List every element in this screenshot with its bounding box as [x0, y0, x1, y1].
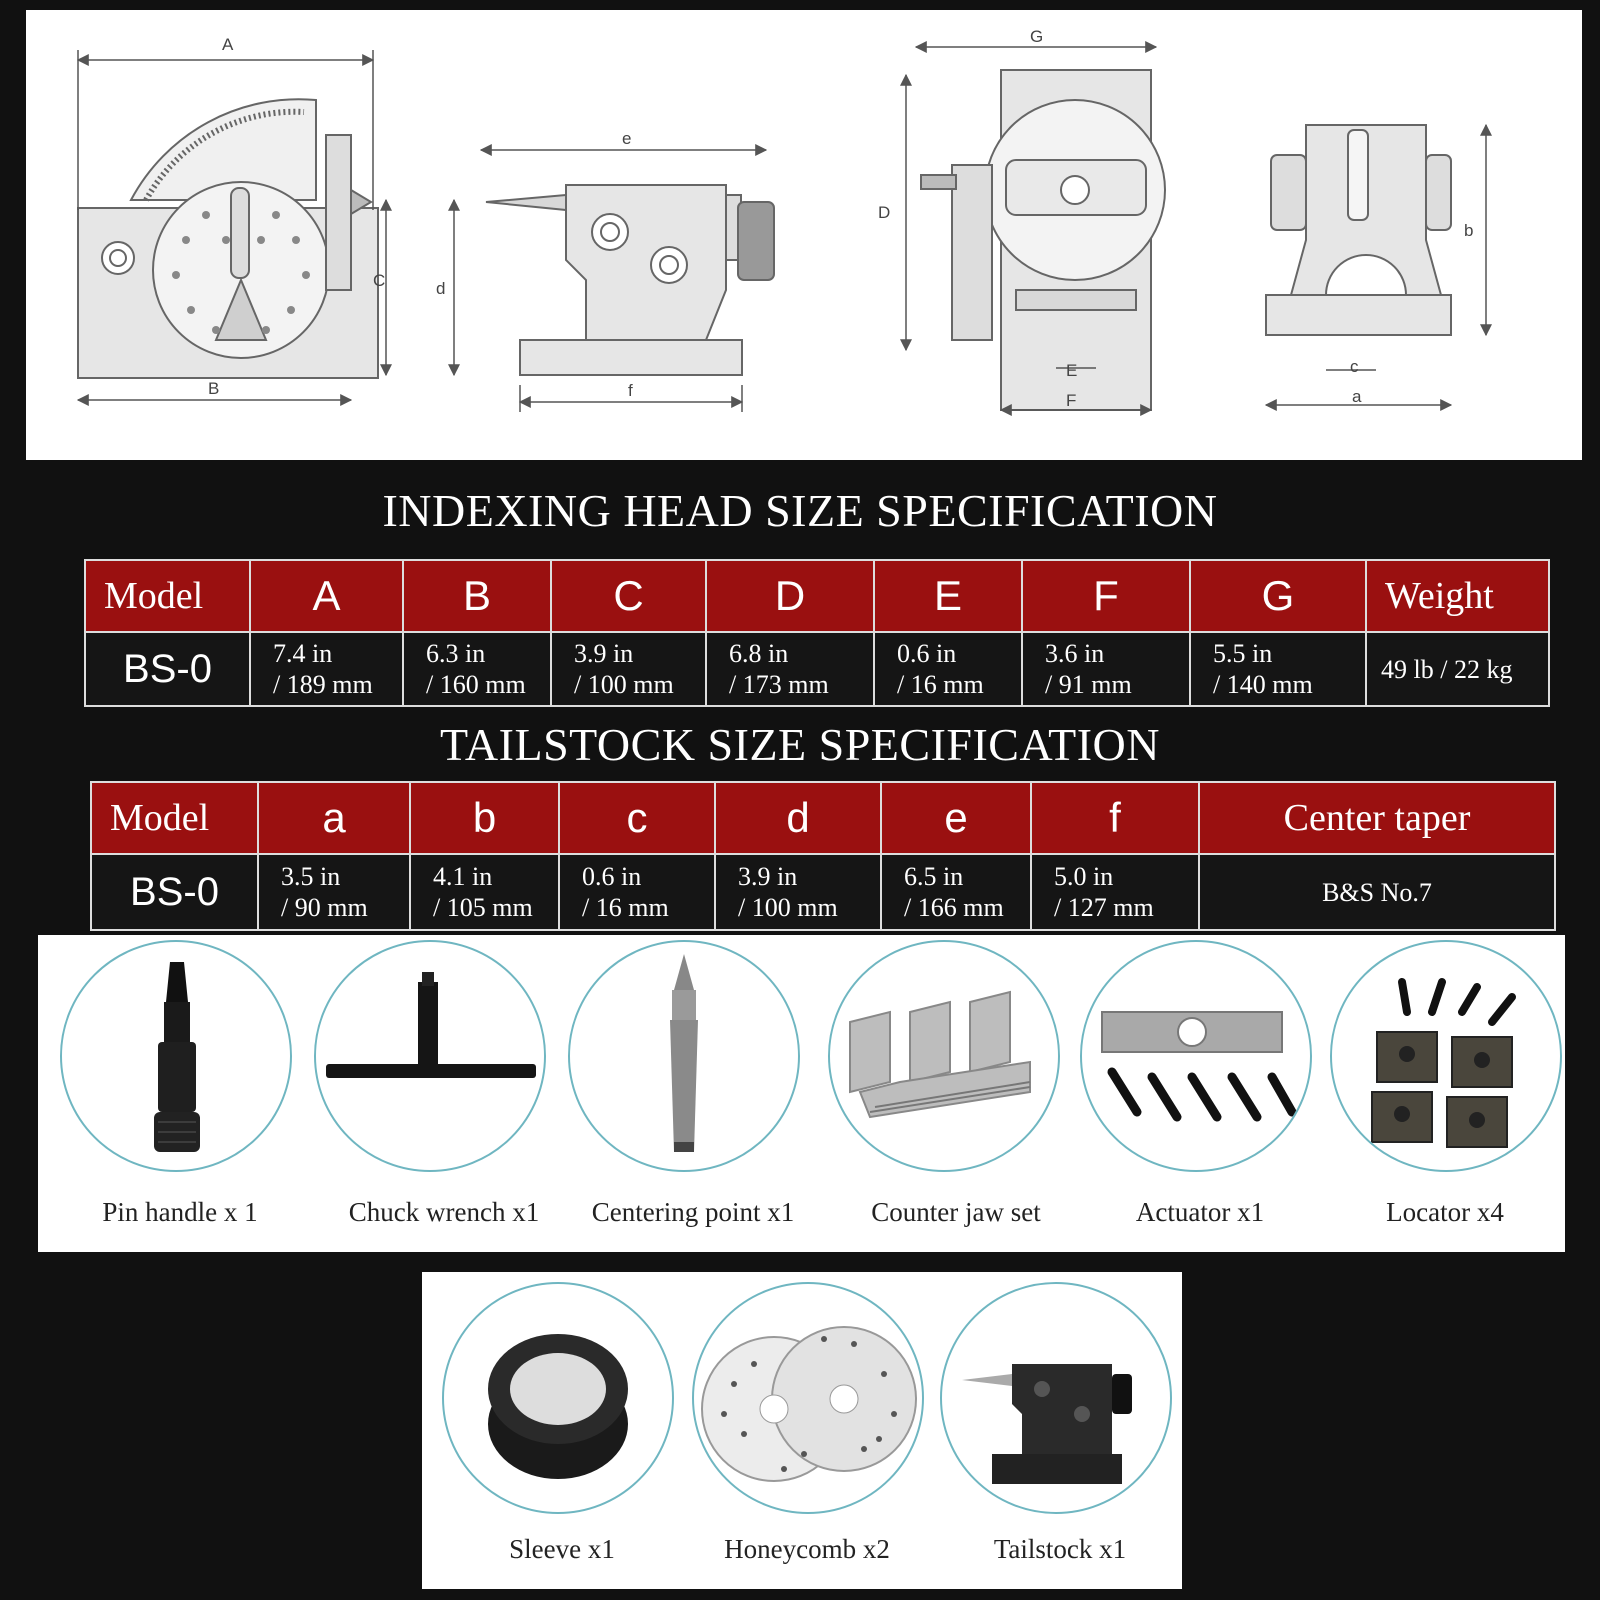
value-cell	[1190, 632, 1366, 706]
header-e-small: e	[881, 782, 1031, 854]
header-b-small: b	[410, 782, 559, 854]
value-cell	[1022, 632, 1190, 706]
value-cell	[559, 854, 715, 930]
header-c-small: c	[559, 782, 715, 854]
accessory-label: Honeycomb x2	[724, 1534, 890, 1564]
value-cell	[410, 854, 559, 930]
tailstock-header-row	[91, 782, 1555, 854]
table-row	[85, 632, 1549, 706]
header-a: A	[250, 560, 403, 632]
locator-icon	[1330, 940, 1562, 1172]
value-in: 5.5 in	[1213, 639, 1273, 668]
svg-text:a: a	[1352, 387, 1362, 406]
actuator-icon	[1080, 940, 1312, 1172]
header-weight: Weight	[1366, 560, 1549, 632]
counter-jaw-icon	[828, 940, 1060, 1172]
value-in: 6.3 in	[426, 639, 486, 668]
value-mm: / 166 mm	[904, 893, 1004, 922]
value-mm: / 90 mm	[281, 893, 368, 922]
value-mm: / 16 mm	[897, 670, 984, 699]
value-cell	[881, 854, 1031, 930]
svg-text:d: d	[436, 279, 446, 298]
value-mm: / 189 mm	[273, 670, 373, 699]
accessory-label: Tailstock x1	[993, 1534, 1127, 1564]
taper-cell: B&S No.7	[1199, 854, 1555, 930]
value-in: 3.6 in	[1045, 639, 1105, 668]
model-cell: BS-0	[85, 632, 250, 706]
value-cell	[258, 854, 410, 930]
tailstock-icon	[940, 1282, 1172, 1514]
value-mm: / 173 mm	[729, 670, 829, 699]
sleeve-icon	[442, 1282, 674, 1514]
honeycomb-icon	[692, 1282, 924, 1514]
pin-handle-icon	[60, 940, 292, 1172]
accessory-label: Locator x4	[1386, 1197, 1504, 1227]
value-mm: / 100 mm	[574, 670, 674, 699]
svg-text:c: c	[1350, 357, 1359, 376]
table-row	[91, 854, 1555, 930]
value-mm: / 160 mm	[426, 670, 526, 699]
accessory-label: Sleeve x1	[509, 1534, 615, 1564]
value-mm: / 127 mm	[1054, 893, 1154, 922]
value-mm: / 140 mm	[1213, 670, 1313, 699]
accessory-label: Chuck wrench x1	[348, 1197, 540, 1227]
model-cell: BS-0	[91, 854, 258, 930]
indexing-spec-title: INDEXING HEAD SIZE SPECIFICATION	[382, 485, 1218, 536]
accessory-label: Pin handle x 1	[102, 1197, 258, 1227]
value-mm: / 105 mm	[433, 893, 533, 922]
value-in: 6.5 in	[904, 862, 964, 891]
header-d: D	[706, 560, 874, 632]
accessory-label: Actuator x1	[1135, 1197, 1265, 1227]
header-model: Model	[85, 560, 250, 632]
header-f: F	[1022, 560, 1190, 632]
header-d-small: d	[715, 782, 881, 854]
value-cell	[706, 632, 874, 706]
tailstock-spec-table	[90, 781, 1556, 931]
value-cell	[1031, 854, 1199, 930]
svg-text:b: b	[1464, 221, 1474, 240]
header-c: C	[551, 560, 706, 632]
value-cell	[250, 632, 403, 706]
value-cell	[715, 854, 881, 930]
header-a-small: a	[258, 782, 410, 854]
value-in: 0.6 in	[897, 639, 957, 668]
value-mm: / 100 mm	[738, 893, 838, 922]
value-mm: / 91 mm	[1045, 670, 1132, 699]
svg-text:B: B	[208, 379, 220, 398]
value-in: 4.1 in	[433, 862, 493, 891]
weight-cell: 49 lb / 22 kg	[1366, 632, 1549, 706]
value-cell	[551, 632, 706, 706]
accessory-label: Centering point x1	[591, 1197, 795, 1227]
indexing-header-row	[85, 560, 1549, 632]
accessory-label: Counter jaw set	[871, 1197, 1041, 1227]
header-center-taper: Center taper	[1199, 782, 1555, 854]
value-cell	[403, 632, 551, 706]
header-e: E	[874, 560, 1022, 632]
header-b: B	[403, 560, 551, 632]
dimension-drawing	[26, 10, 1582, 460]
svg-text:f: f	[628, 381, 633, 400]
value-in: 0.6 in	[582, 862, 642, 891]
accessories-panel	[38, 935, 1565, 1252]
indexing-spec-table	[84, 559, 1550, 707]
svg-text:D: D	[878, 203, 891, 222]
svg-text:F: F	[1066, 391, 1077, 410]
svg-text:E: E	[1066, 361, 1078, 380]
value-in: 5.0 in	[1054, 862, 1114, 891]
chuck-wrench-icon	[314, 940, 546, 1172]
svg-text:e: e	[622, 129, 632, 148]
value-cell	[874, 632, 1022, 706]
value-mm: / 16 mm	[582, 893, 669, 922]
header-f-small: f	[1031, 782, 1199, 854]
value-in: 3.5 in	[281, 862, 341, 891]
header-model: Model	[91, 782, 258, 854]
centering-point-icon	[568, 940, 800, 1172]
svg-text:G: G	[1030, 27, 1044, 46]
value-in: 7.4 in	[273, 639, 333, 668]
svg-text:C: C	[373, 271, 386, 290]
value-in: 3.9 in	[738, 862, 798, 891]
technical-drawing	[26, 10, 1582, 460]
tailstock-spec-title: TAILSTOCK SIZE SPECIFICATION	[440, 719, 1160, 770]
header-g: G	[1190, 560, 1366, 632]
value-in: 3.9 in	[574, 639, 634, 668]
accessories-panel-2	[422, 1272, 1182, 1589]
svg-text:A: A	[222, 35, 234, 54]
value-in: 6.8 in	[729, 639, 789, 668]
